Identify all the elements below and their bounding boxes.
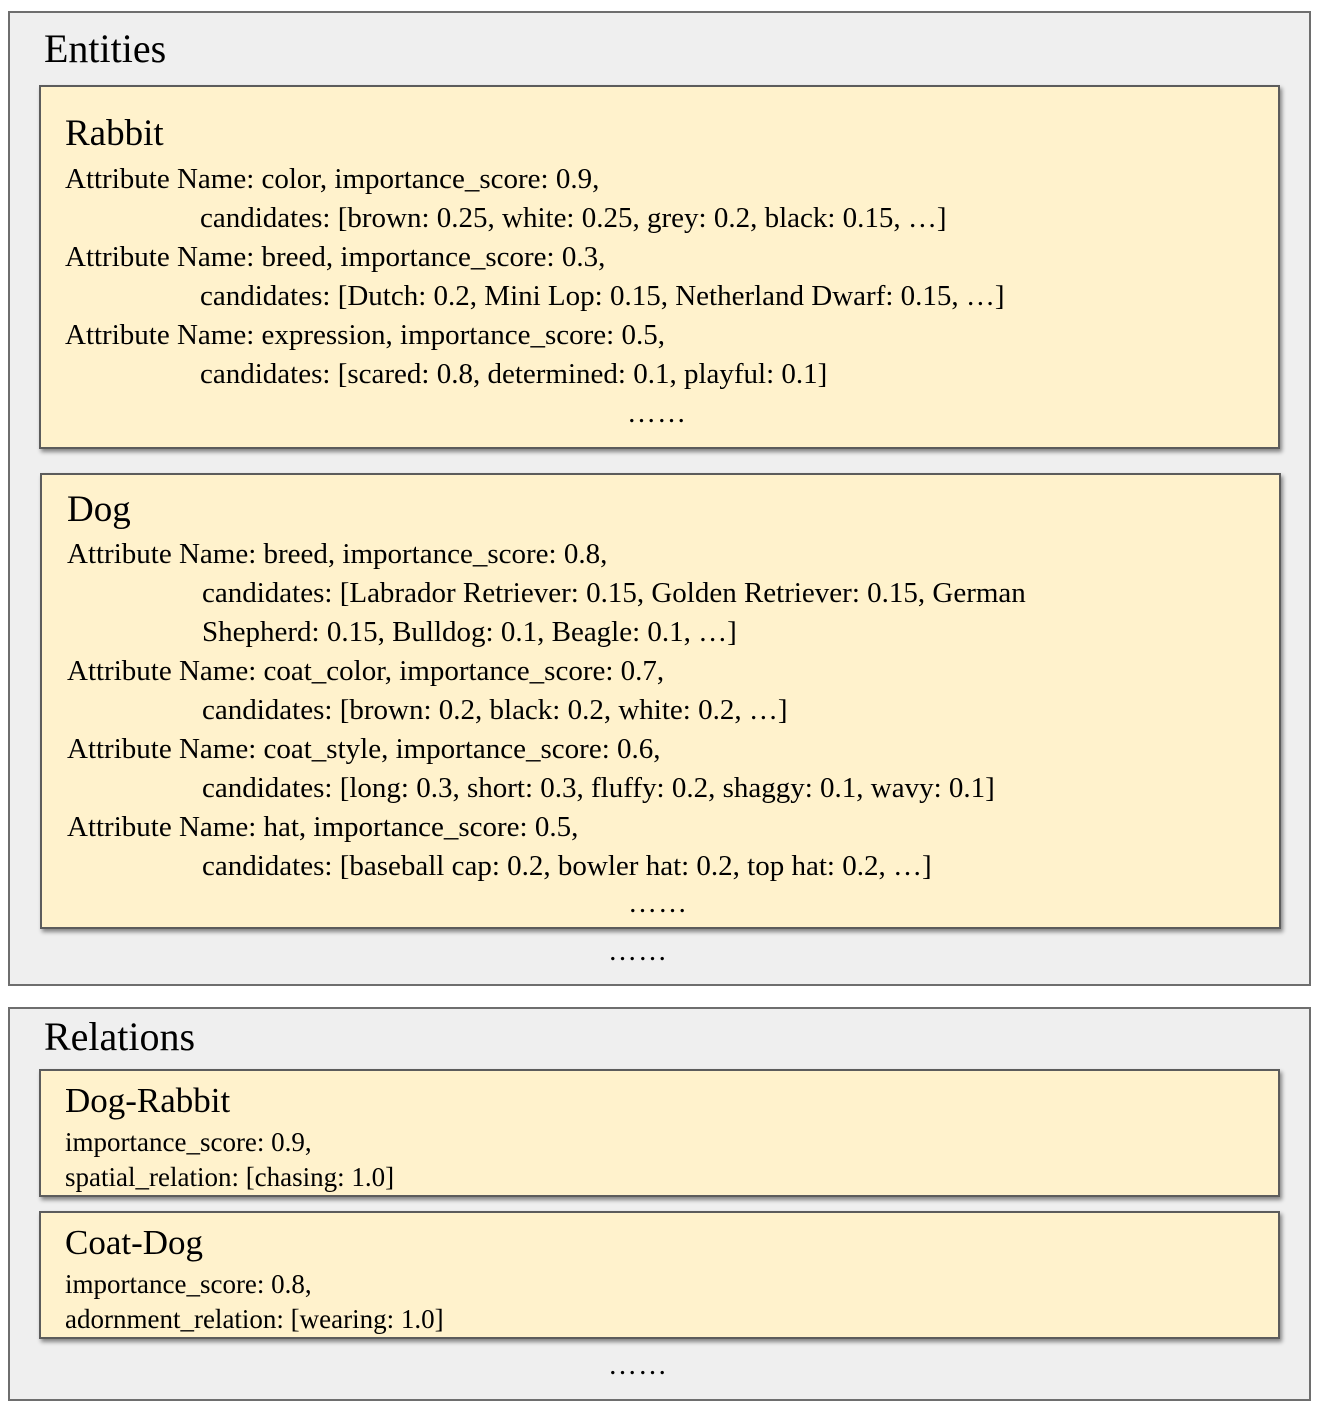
candidates-line: candidates: [brown: 0.2, black: 0.2, white: 0.2, …] (202, 694, 788, 726)
attribute-line: Attribute Name: hat, importance_score: 0.5, (67, 811, 579, 843)
entity-card-rabbit (39, 85, 1280, 449)
attribute-line: Attribute Name: coat_color, importance_score: 0.7, (67, 655, 665, 687)
entity-title-dog: Dog (67, 489, 131, 530)
rabbit-ellipsis: …… (627, 397, 687, 429)
attribute-line: Attribute Name: breed, importance_score: 0.8, (67, 538, 608, 570)
entities-panel (8, 11, 1311, 986)
relation-line: adornment_relation: [wearing: 1.0] (65, 1304, 444, 1334)
importance-line: importance_score: 0.8, (65, 1269, 312, 1299)
attribute-line: Attribute Name: coat_style, importance_score: 0.6, (67, 733, 661, 765)
relations-panel (8, 1007, 1311, 1401)
entities-title: Entities (44, 26, 167, 71)
candidates-line: candidates: [long: 0.3, short: 0.3, fluffy: 0.2, shaggy: 0.1, wavy: 0.1] (202, 772, 995, 804)
attribute-line: Attribute Name: breed, importance_score: 0.3, (65, 241, 606, 273)
importance-line: importance_score: 0.9, (65, 1127, 312, 1157)
attribute-line: Attribute Name: expression, importance_score: 0.5, (65, 319, 665, 351)
candidates-line: candidates: [scared: 0.8, determined: 0.1, playful: 0.1] (200, 358, 828, 390)
relation-line: spatial_relation: [chasing: 1.0] (65, 1162, 395, 1192)
relation-title-dog-rabbit: Dog-Rabbit (65, 1081, 231, 1120)
relation-card-coat-dog (39, 1211, 1280, 1339)
relation-title-coat-dog: Coat-Dog (65, 1223, 204, 1262)
attribute-line: Attribute Name: color, importance_score: 0.9, (65, 163, 600, 195)
entity-card-dog (40, 473, 1281, 929)
candidates-line: candidates: [Labrador Retriever: 0.15, Golden Retriever: 0.15, German (202, 577, 1026, 609)
relation-card-dog-rabbit (39, 1069, 1280, 1197)
candidates-line: candidates: [Dutch: 0.2, Mini Lop: 0.15, Netherland Dwarf: 0.15, …] (200, 280, 1005, 312)
candidates-line: candidates: [baseball cap: 0.2, bowler hat: 0.2, top hat: 0.2, …] (202, 850, 932, 882)
relations-title: Relations (44, 1014, 196, 1059)
entity-title-rabbit: Rabbit (65, 113, 164, 154)
candidates-line: candidates: [brown: 0.25, white: 0.25, grey: 0.2, black: 0.15, …] (200, 202, 947, 234)
entities-ellipsis: …… (608, 935, 668, 967)
candidates-line: Shepherd: 0.15, Bulldog: 0.1, Beagle: 0.1, …] (202, 616, 737, 648)
relations-ellipsis: …… (608, 1349, 668, 1381)
dog-ellipsis: …… (628, 887, 688, 919)
